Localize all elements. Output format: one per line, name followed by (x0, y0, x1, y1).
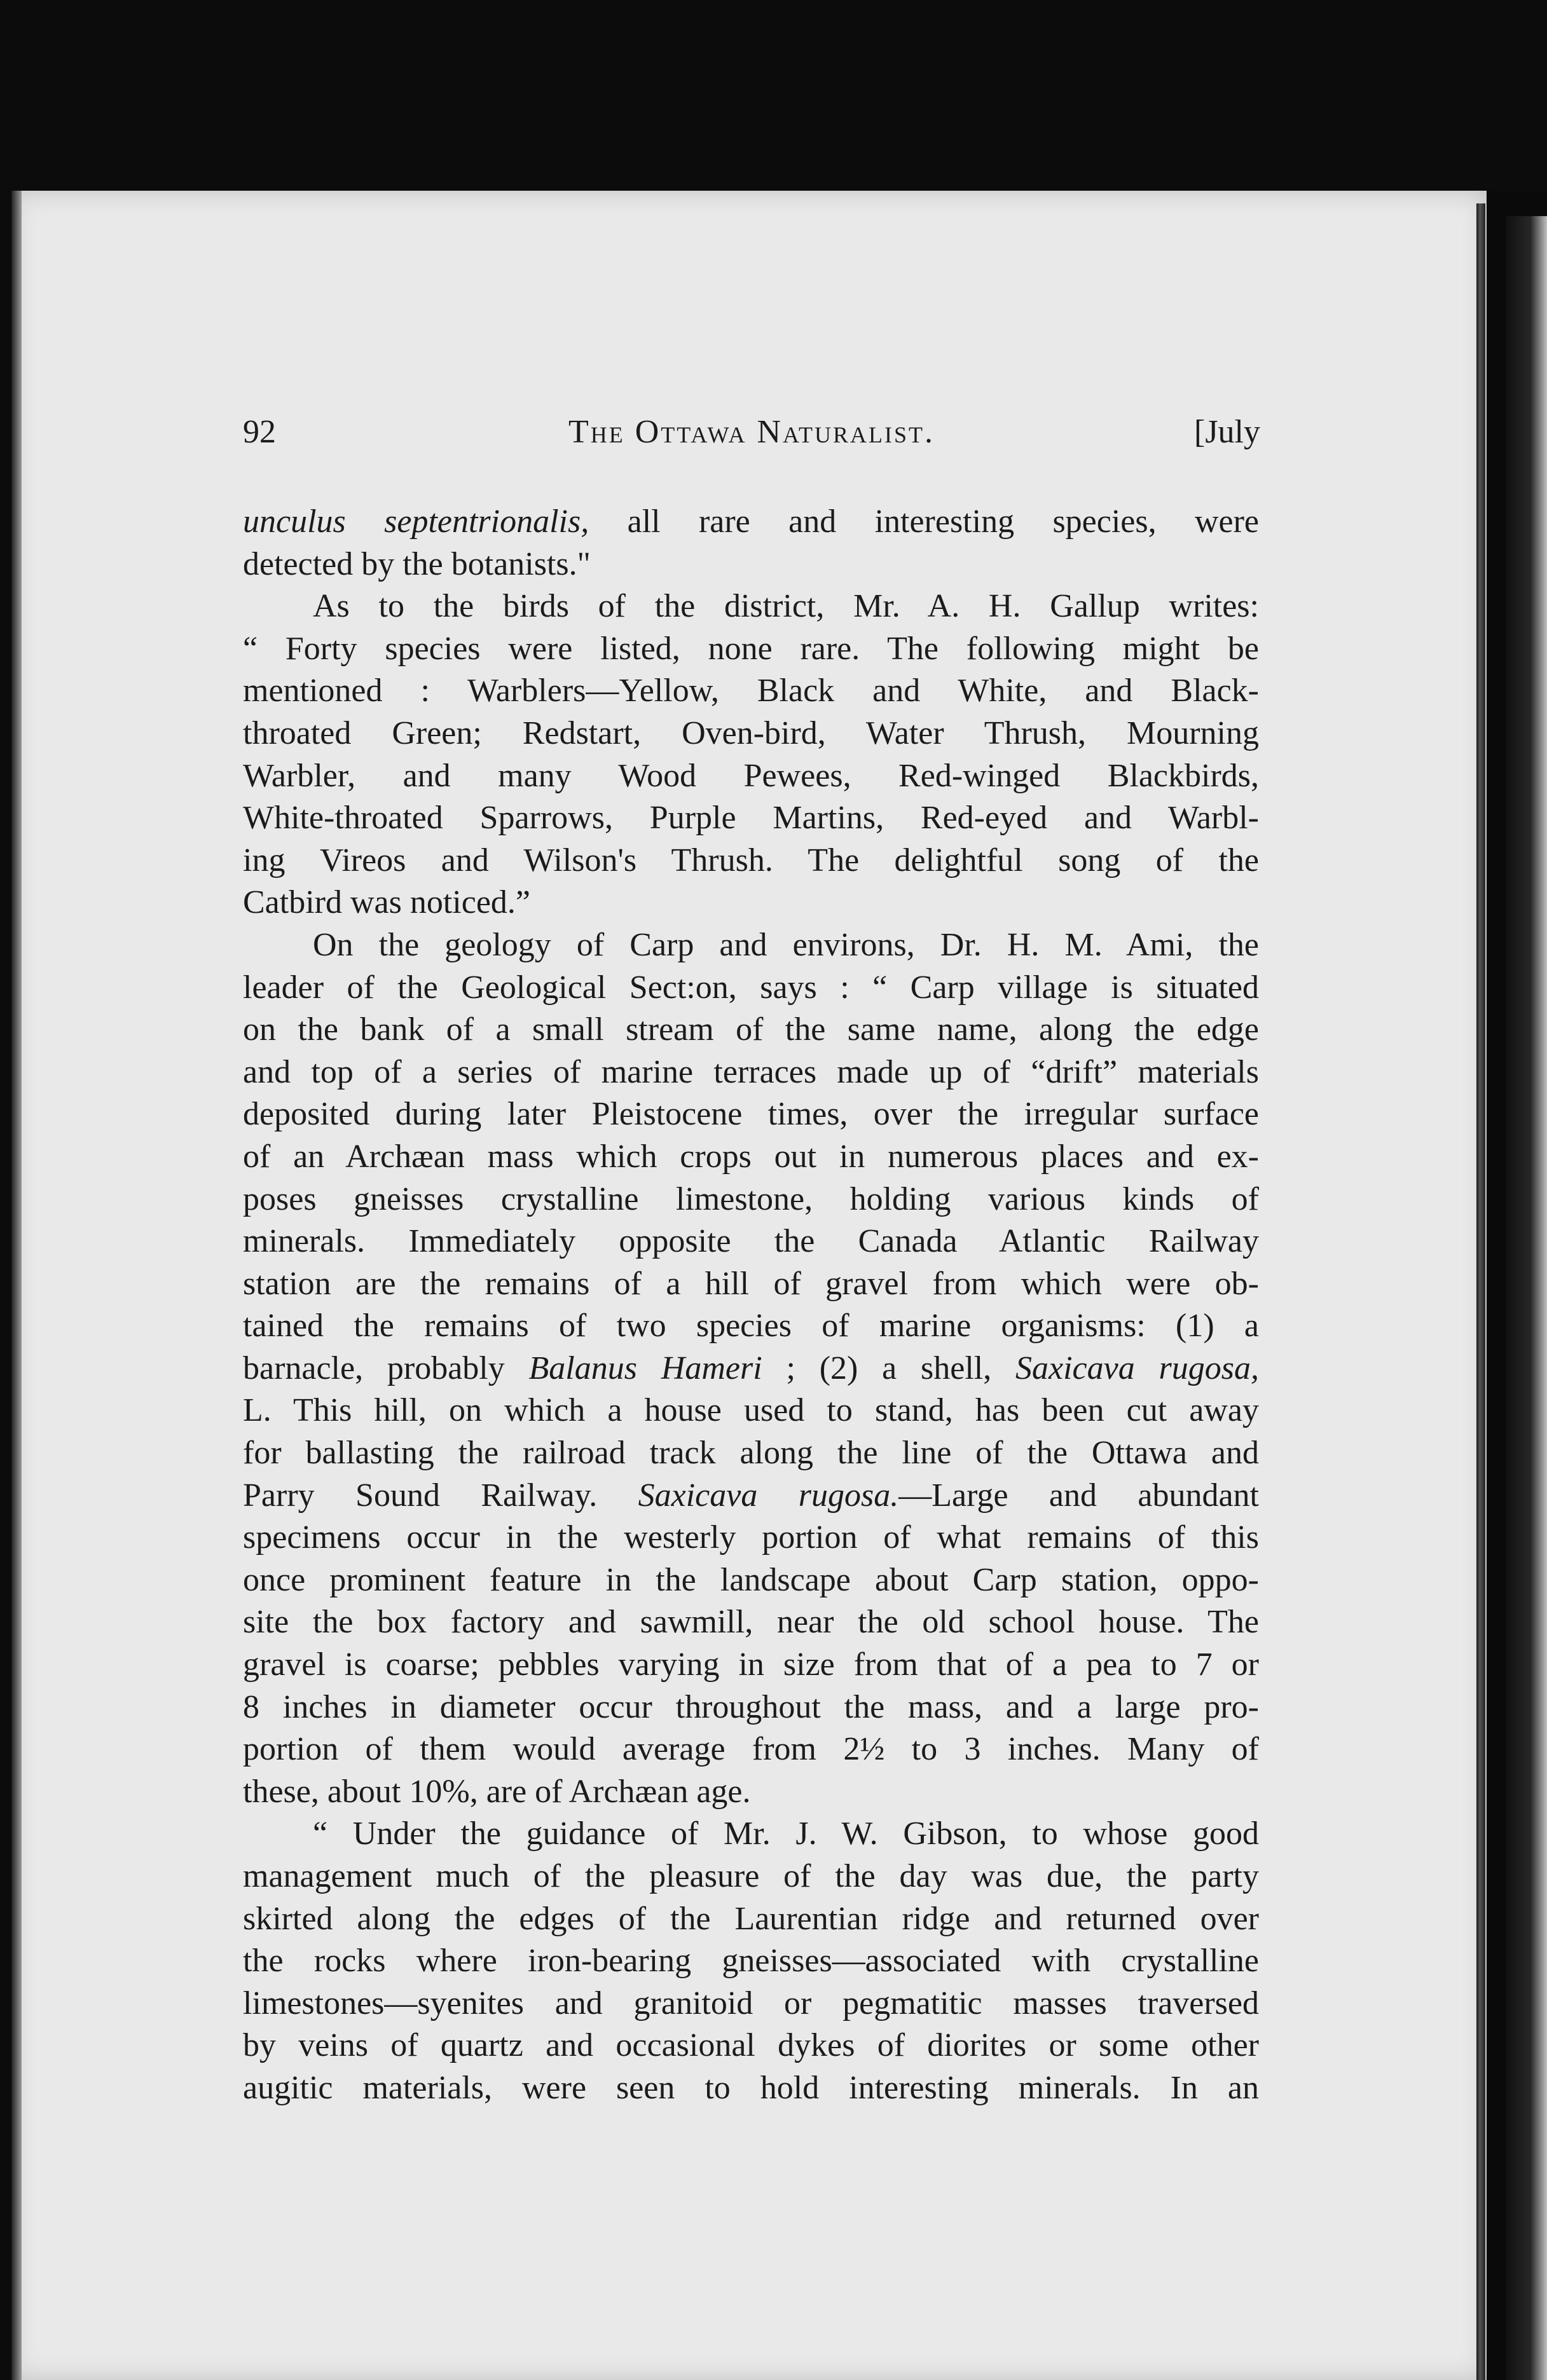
running-header (243, 413, 1260, 459)
text-segment: the rocks where iron-bearing gneisses—associated with crystalline (243, 1943, 1259, 1980)
text-segment: these, about 10%, are of Archæan age. (243, 1773, 751, 1810)
page-number: 92 (243, 414, 276, 450)
facing-page-edge (1506, 216, 1547, 2380)
text-line (243, 2025, 1259, 2067)
text-segment: portion of them would average from 2½ to 3 inches. Many of (243, 1731, 1259, 1768)
text-segment: skirted along the edges of the Laurentian ridge and returned over (243, 1900, 1259, 1937)
text-line (243, 1983, 1259, 2025)
text-segment: augitic materials, were seen to hold interesting minerals. In an (243, 2069, 1259, 2106)
text-segment: Catbird was noticed.” (243, 884, 530, 921)
italic-text: Balanus Hameri (528, 1350, 762, 1386)
text-segment: all rare and interesting species, were (589, 503, 1259, 540)
text-segment: detected by the botanists." (243, 545, 591, 582)
text-line (243, 1559, 1259, 1602)
italic-text: unculus septentrionalis, (243, 503, 589, 540)
text-line (243, 1390, 1259, 1432)
text-line (243, 585, 1259, 628)
text-line (243, 1771, 1259, 1814)
text-line (243, 797, 1259, 840)
text-line (243, 1009, 1259, 1051)
text-line (243, 924, 1259, 967)
text-line (243, 840, 1259, 882)
text-line (243, 1856, 1259, 1898)
text-segment: Warbler, and many Wood Pewees, Red-winged Blackbirds, (243, 757, 1259, 794)
text-segment: by veins of quartz and occasional dykes of diorites or some other (243, 2027, 1259, 2064)
journal-title: The Ottawa Naturalist. (568, 414, 935, 450)
text-segment: “ Under the guidance of Mr. J. W. Gibson, to whose good (313, 1816, 1259, 1852)
text-segment: leader of the Geological Sect:on, says : “ Carp village is situated (243, 969, 1259, 1006)
text-segment: tained the remains of two species of marine organisms: (1) a (243, 1308, 1259, 1344)
text-line (243, 1432, 1259, 1475)
text-segment: throated Green; Redstart, Oven-bird, Water Thrush, Mourning (243, 715, 1259, 751)
text-line (243, 1221, 1259, 1263)
text-segment: minerals. Immediately opposite the Canada Atlantic Railway (243, 1223, 1259, 1260)
text-line (243, 1475, 1259, 1517)
text-line (243, 1601, 1259, 1644)
text-segment: gravel is coarse; pebbles varying in size from that of a pea to 7 or (243, 1646, 1259, 1683)
text-segment: mentioned : Warblers—Yellow, Black and White, and Black- (243, 673, 1259, 709)
text-segment: limestones—syenites and granitoid or pegmatitic masses traversed (243, 1985, 1259, 2021)
text-segment: Parry Sound Railway. (243, 1477, 638, 1514)
text-line (243, 2067, 1259, 2110)
text-line (243, 1179, 1259, 1221)
text-line (243, 1940, 1259, 1983)
text-line (243, 967, 1259, 1009)
text-line (243, 1263, 1259, 1306)
page-right-edge (1476, 203, 1485, 2380)
text-segment: L. This hill, on which a house used to stand, has been cut away (243, 1392, 1259, 1429)
text-line (243, 1136, 1259, 1179)
text-segment: ing Vireos and Wilson's Thrush. The delightful song of the (243, 842, 1259, 879)
text-line (243, 755, 1259, 798)
text-segment: on the bank of a small stream of the same name, along the edge (243, 1011, 1259, 1048)
text-line (243, 1644, 1259, 1686)
text-segment: “ Forty species were listed, none rare. The following might be (243, 630, 1259, 667)
text-line (243, 1517, 1259, 1559)
text-line (243, 1813, 1259, 1856)
text-line (243, 628, 1259, 671)
text-segment: poses gneisses crystalline limestone, holding various kinds of (243, 1180, 1259, 1217)
text-segment: site the box factory and sawmill, near the old school house. The (243, 1604, 1259, 1641)
text-line (243, 544, 1259, 586)
text-line (243, 1686, 1259, 1729)
text-segment: and top of a series of marine terraces made up of “drift” materials (243, 1053, 1259, 1090)
italic-text: Saxicava rugosa. (638, 1477, 899, 1514)
text-segment: specimens occur in the westerly portion of what remains of this (243, 1519, 1259, 1556)
text-line (243, 1093, 1259, 1136)
text-line (243, 670, 1259, 713)
text-segment: station are the remains of a hill of gravel from which were ob- (243, 1265, 1259, 1302)
body-text (243, 501, 1259, 2110)
text-segment: of an Archæan mass which crops out in numerous places and ex- (243, 1138, 1259, 1175)
text-line (243, 1051, 1259, 1094)
text-line (243, 713, 1259, 755)
text-segment: once prominent feature in the landscape about Carp station, oppo- (243, 1561, 1259, 1598)
text-line (243, 1728, 1259, 1771)
text-line (243, 1898, 1259, 1941)
text-segment: On the geology of Carp and environs, Dr. H. M. Ami, the (313, 926, 1259, 963)
issue-month: [July (1194, 414, 1260, 450)
text-line (243, 501, 1259, 544)
text-segment: barnacle, probably (243, 1350, 529, 1386)
text-segment: White-throated Sparrows, Purple Martins, Red-eyed and Warbl- (243, 800, 1259, 837)
text-segment: deposited during later Pleistocene times, over the irregular surface (243, 1096, 1259, 1133)
text-line (243, 1348, 1259, 1390)
text-segment: As to the birds of the district, Mr. A. H. Gallup writes: (313, 588, 1259, 625)
text-line (243, 882, 1259, 924)
text-segment: management much of the pleasure of the day was due, the party (243, 1858, 1259, 1894)
text-segment: 8 inches in diameter occur throughout the mass, and a large pro- (243, 1688, 1259, 1725)
italic-text: Saxicava rugosa, (1015, 1350, 1259, 1386)
page-left-edge (11, 191, 22, 2380)
text-segment: ; (2) a shell, (762, 1350, 1016, 1386)
text-segment: —Large and abundant (898, 1477, 1259, 1514)
text-segment: for ballasting the railroad track along the line of the Ottawa and (243, 1435, 1259, 1472)
text-line (243, 1305, 1259, 1348)
